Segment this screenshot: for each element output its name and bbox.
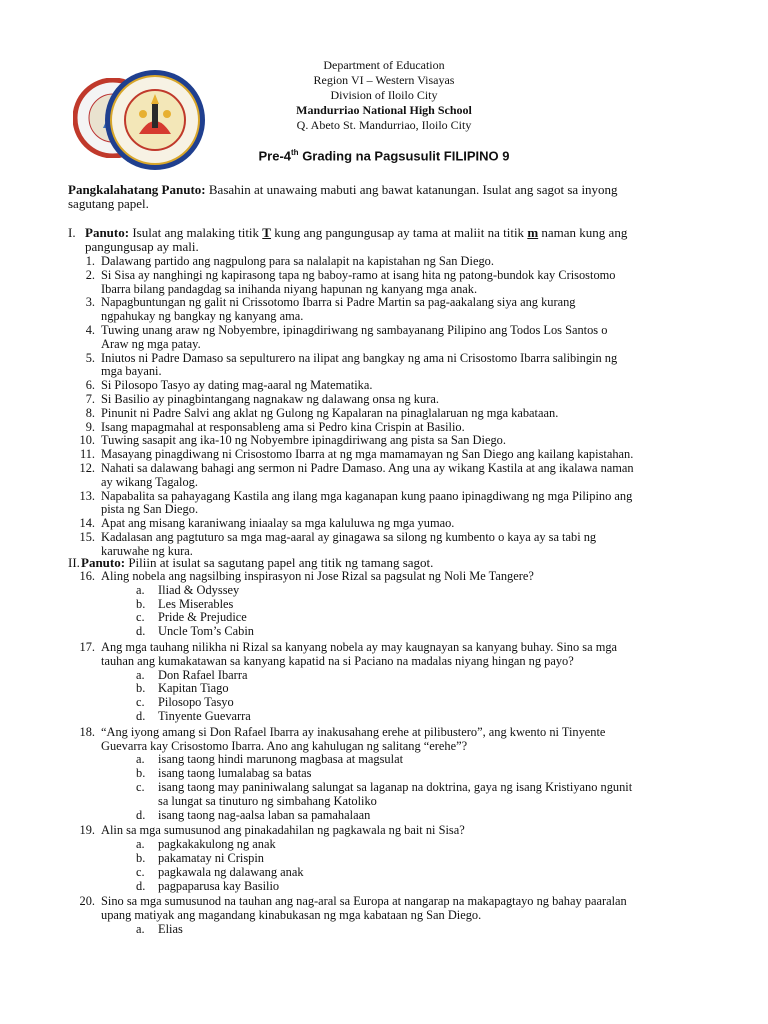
option-line: pagkawala ng dalawang anak [158,864,304,879]
question-text [101,462,705,490]
title-post: Grading na Pagsusulit FILIPINO 9 [298,148,510,164]
question-text [101,448,705,462]
question-line: “Ang iyong amang si Don Rafael Ibarra ay inakusahang erehe at pilibustero”, ang kwento ni Tinyente [101,724,606,739]
part-2-number: II. [68,555,80,570]
question-number: 3. [85,295,95,310]
question-line: Ang mga tauhang nilikha ni Rizal sa kanyang nobela ay may kaugnayan sa kanyang buhay. Sino sa mga [101,640,618,654]
option-text [158,611,696,625]
part-1-text: Isulat ang malaking titik [129,225,263,240]
option-letter: c. [136,610,145,625]
option-letter: a. [136,837,145,852]
question-line: Napabalita sa pahayagang Kastila ang ilang mga kaganapan kung paano ipinagdiwang ng mga Pilipino ang [101,488,633,503]
question-number: 2. [85,267,95,282]
answer-option [136,781,696,809]
letterhead [0,58,768,133]
option-line: isang taong lumalabag sa batas [158,766,312,781]
question-item [75,490,705,518]
option-letter: b. [136,596,146,611]
option-letter: d. [136,878,146,893]
question-item [75,421,705,435]
question-item [75,726,705,754]
question-line: Apat ang misang karaniwang iniaalay sa mga kaluluwa ng mga yumao. [101,516,455,531]
option-text [158,710,696,724]
question-item [75,641,705,669]
question-item [75,352,705,380]
question-number: 14. [79,516,95,531]
answer-option [136,852,696,866]
division-name: Division of Iloilo City [330,88,438,102]
question-line: Alin sa mga sumusunod ang pinakadahilan ng pagkawala ng bait ni Sisa? [101,823,465,838]
question-number: 17. [79,640,95,654]
question-number: 12. [79,461,95,475]
question-text [101,255,705,269]
question-number: 7. [85,392,95,406]
question-item [75,296,705,324]
question-item [75,269,705,297]
question-line: Iniutos ni Padre Damaso sa sepulturero na ilipat ang bangkay ng ama ni Crisostomo Ibarra salibingin ng [101,350,618,365]
question-line: Tuwing sasapit ang ika-10 ng Nobyembre ipinagdiriwang ang pista sa San Diego. [101,433,506,448]
question-text [101,490,705,518]
answer-option [136,880,696,894]
question-item [75,570,705,584]
question-number: 18. [79,724,95,739]
part-2-label: Panuto: [81,555,126,570]
answer-option [136,669,696,683]
option-line: Kapitan Tiago [158,681,229,696]
question-text [101,824,705,838]
option-letter: c. [136,780,145,794]
question-item [75,895,705,923]
general-text-2: sagutang papel. [68,196,149,211]
question-item [75,517,705,531]
question-text [101,570,705,584]
question-text [101,352,705,380]
answer-option [136,710,696,724]
question-item [75,255,705,269]
exam-title [0,148,768,163]
question-number: 19. [79,823,95,838]
dept-name: Department of Education [323,58,445,72]
option-text [158,838,696,852]
question-line: Dalawang partido ang nagpulong para sa nalalapit na kapistahan ng San Diego. [101,254,494,268]
question-line: Si Sisa ay nanghingi ng kapirasong tapa ng baboy-ramo at isang hita ng patong-bundok kay Crisostomo [101,267,616,282]
option-text [158,880,696,894]
question-number: 20. [79,894,95,909]
question-line: upang matiyak ang magandang kinabukasan ng mga kabataan ng San Diego. [101,908,482,923]
option-text [158,866,696,880]
question-text [101,726,705,754]
question-number: 1. [85,254,95,268]
question-line: Pinunit ni Padre Salvi ang aklat ng Gulong ng Kapalaran na pinaglalaruan ng mga kabataan. [101,405,559,420]
option-letter: b. [136,766,146,781]
question-text [101,393,705,407]
question-number: 8. [85,405,95,420]
question-line: Kadalasan ang pagtuturo sa mga mag-aaral ay ginagawa sa silong ng kumbento o kaya ay sa tabi ng [101,530,597,544]
option-text [158,682,696,696]
question-line: karuwahe ng kura. [101,543,193,558]
option-text [158,584,696,598]
question-line: Si Pilosopo Tasyo ay dating mag-aaral ng Matematika. [101,378,373,393]
answer-letter-m: m [527,225,539,240]
question-item [75,393,705,407]
question-line: Isang mapagmahal at responsableng ama si Pedro kina Crispin at Basilio. [101,419,465,434]
question-line: tauhan ang kumakatawan sa kanyang kapatid na si Paciano na madalas niyang hingan ng payo? [101,653,574,668]
question-text [101,379,705,393]
part-1-text-3: naman kung ang [538,225,628,240]
option-line: Uncle Tom’s Cabin [158,624,254,639]
option-letter: a. [136,667,145,682]
option-line: Iliad & Odyssey [158,582,240,597]
answer-option [136,866,696,880]
question-item [75,324,705,352]
part-1-text-2: kung ang pangungusap ay tama at maliit na titik [270,225,528,240]
question-text [101,407,705,421]
question-number: 16. [79,569,95,583]
option-text [158,598,696,612]
option-line: pagkakakulong ng anak [158,837,276,852]
question-line: Ibarra bilang pandagdag sa inihanda niyang hapunan ng kanyang mga anak. [101,281,478,296]
question-line: mga bayani. [101,364,162,379]
option-letter: b. [136,681,146,696]
option-letter: b. [136,851,146,865]
option-letter: d. [136,624,146,639]
question-line: Tuwing unang araw ng Nobyembre, ipinagdiriwang ng sambayanang Pilipino ang Todos Los Santos o [101,323,608,337]
option-line: sa lungat sa tinuturo ng simbahang Katoliko [158,793,377,808]
question-number: 15. [79,530,95,544]
answer-option [136,809,696,823]
question-line: ay wikang Tagalog. [101,474,198,489]
question-text [101,641,705,669]
question-item [75,434,705,448]
general-label: Pangkalahatang Panuto: [68,182,206,197]
option-text [158,696,696,710]
part-2-instructions [68,556,708,570]
option-letter: c. [136,864,145,879]
question-line: Nahati sa dalawang bahagi ang sermon ni Padre Damaso. Ang una ay wikang Kastila at ang ikalawa naman [101,461,634,475]
question-number: 9. [85,419,95,434]
option-line: Don Rafael Ibarra [158,667,248,682]
option-text [158,923,696,937]
question-text [101,269,705,297]
option-line: isang taong may paniniwalang salungat sa laganap na doktrina, gaya ng isang Kristiyano ngunit [158,780,633,794]
option-text [158,669,696,683]
question-item [75,462,705,490]
part-1-label: Panuto: [85,225,130,240]
title-pre: Pre-4 [258,148,292,164]
option-text [158,781,696,809]
question-line: Sino sa mga sumusunod na tauhan ang nag-aral sa Europa at nangarap na makapagtayo ng bahay paaralan [101,894,627,909]
question-number: 13. [79,488,95,503]
question-item [75,448,705,462]
question-text [101,434,705,448]
question-number: 5. [85,350,95,365]
answer-option [136,923,696,937]
option-letter: a. [136,582,145,597]
question-line: Masayang pinagdiwang ni Crisostomo Ibarra at ng mga mamamayan ng San Diego ang kailang kapistahan. [101,447,634,462]
question-line: Aling nobela ang nagsilbing inspirasyon ni Jose Rizal sa pagsulat ng Noli Me Tangere? [101,569,534,583]
option-text [158,625,696,639]
question-item [75,407,705,421]
option-text [158,852,696,866]
school-name: Mandurriao National High School [296,103,472,117]
question-line: Araw ng mga patay. [101,336,201,351]
part-2-text: Piliin at isulat sa sagutang papel ang titik ng tamang sagot. [125,555,434,570]
general-text: Basahin at unawaing mabuti ang bawat katanungan. Isulat ang sagot sa inyong [205,182,618,197]
option-text [158,753,696,767]
question-item [75,824,705,838]
answer-option [136,584,696,598]
option-text [158,767,696,781]
answer-option [136,598,696,612]
option-line: Pilosopo Tasyo [158,695,234,710]
question-line: pista ng San Diego. [101,502,199,517]
option-line: Tinyente Guevarra [158,709,251,723]
answer-option [136,767,696,781]
part-1-instructions [68,226,708,254]
option-letter: a. [136,922,145,936]
school-address: Q. Abeto St. Mandurriao, Iloilo City [296,118,472,132]
option-line: pakamatay ni Crispin [158,851,264,865]
answer-option [136,682,696,696]
option-letter: d. [136,807,146,822]
question-item [75,379,705,393]
option-letter: a. [136,752,145,767]
option-text [158,809,696,823]
option-line: isang taong nag-aalsa laban sa pamahalaan [158,807,371,822]
question-number: 6. [85,378,95,393]
answer-option [136,838,696,852]
question-text [101,296,705,324]
answer-option [136,696,696,710]
question-text [101,517,705,531]
option-line: isang taong hindi marunong magbasa at magsulat [158,752,404,767]
answer-letter-T: T [262,225,271,240]
question-number: 10. [79,433,95,448]
option-line: pagpaparusa kay Basilio [158,878,280,893]
answer-option [136,625,696,639]
option-letter: c. [136,695,145,710]
general-instructions [68,183,708,211]
question-line: ngpahukay ng bangkay ng kanyang ama. [101,309,304,324]
option-line: Pride & Prejudice [158,610,247,625]
question-text [101,421,705,435]
answer-option [136,611,696,625]
question-text [101,324,705,352]
option-letter: d. [136,709,146,723]
answer-option [136,753,696,767]
question-line: Si Basilio ay pinagbintangang nagnakaw ng dalawang onsa ng kura. [101,392,439,406]
option-line: Les Miserables [158,596,234,611]
question-line: Guevarra kay Crisostomo Ibarra. Ano ang kahulugan ng salitang “erehe”? [101,738,468,753]
title-sup: th [291,148,299,157]
question-line: Napagbuntungan ng galit ni Crissotomo Ibarra si Padre Martin sa pag-aakalang siya ang kurang [101,295,576,310]
question-number: 11. [79,447,95,462]
question-number: 4. [85,323,95,337]
question-text [101,895,705,923]
option-line: Elias [158,922,183,936]
part-1-number: I. [68,225,76,240]
region-name: Region VI – Western Visayas [313,73,455,87]
part-1-line-2: pangungusap ay mali. [85,239,199,254]
